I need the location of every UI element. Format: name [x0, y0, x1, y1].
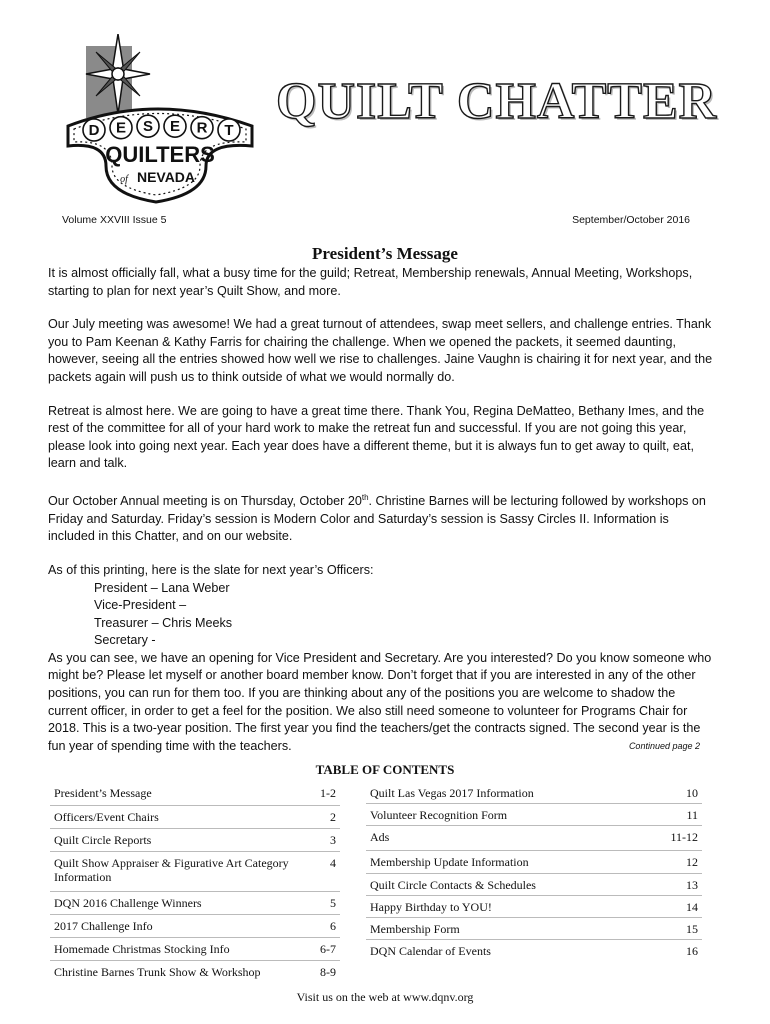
- logo-letter: D: [88, 122, 100, 139]
- ordinal-suffix: th: [361, 492, 369, 502]
- toc-entry-page: 5: [330, 896, 336, 910]
- volume-issue: Volume XXVIII Issue 5: [62, 214, 167, 226]
- paragraph: It is almost officially fall, what a busy time for the guild; Retreat, Membership renewals, Annual Meeting, Workshops, starting to plan for next year’s Quilt Show, and more.: [48, 266, 693, 298]
- toc-row: [366, 782, 702, 804]
- logo-letter: T: [224, 122, 234, 139]
- toc-row: [366, 918, 702, 940]
- toc-row: [50, 852, 340, 892]
- toc-right-column: [366, 782, 702, 962]
- toc-left-column: [50, 782, 340, 984]
- toc-entry-title: DQN 2016 Challenge Winners: [54, 896, 202, 910]
- officer-slate: [48, 580, 716, 650]
- desert-quilters-logo: [56, 34, 266, 204]
- toc-row: [50, 938, 340, 961]
- toc-row: [366, 851, 702, 874]
- toc-entry-page: 13: [686, 878, 698, 892]
- paragraph-part: . Christine Barnes will be lecturing followed by workshops on Friday and Saturday. Friday’s session is Modern Color and Saturday’s session is Sassy Circles II. Information is included in this Chatter, and on our website.: [48, 494, 706, 544]
- toc-entry-title: Membership Update Information: [370, 855, 529, 869]
- toc-entry-title: Quilt Las Vegas 2017 Information: [370, 786, 534, 800]
- toc-entry-title: Volunteer Recognition Form: [370, 808, 508, 822]
- toc-entry-title: Membership Form: [370, 922, 460, 936]
- toc-entry-title: President’s Message: [54, 786, 152, 800]
- paragraph: As of this printing, here is the slate for next year’s Officers:: [48, 562, 374, 577]
- logo-letter: S: [142, 118, 154, 136]
- paragraph-part: As you can see, we have an opening for Vice President and Secretary. Are you interested? Do you know someone who might be? Please let myself or another board member know. Don’t forget that if you are interested in any of the other positions, you can run for them too. If you are thinking about any of the positions you are welcome to shadow the current officer, in order to get a feel for the position. We also still need someone to volunteer for Programs Chair for 2018. This is a two-year position. The first year you find the teachers/get the contracts signed. The second year is the fun year of spending time with the teachers.: [48, 650, 712, 753]
- toc-entry-title: Ads: [370, 830, 390, 844]
- officer-item: President – Lana Weber: [94, 580, 230, 595]
- toc-row: [50, 806, 340, 829]
- website-footer: Visit us on the web at www.dqnv.org: [296, 990, 474, 1004]
- logo-letter: E: [169, 118, 181, 136]
- toc-row: [50, 782, 340, 806]
- continued-note: Continued page 2: [628, 740, 700, 751]
- paragraph-part: Our October Annual meeting is on Thursday, October 20: [48, 494, 362, 509]
- logo-letter: R: [196, 119, 208, 137]
- toc-heading: TABLE OF CONTENTS: [315, 762, 455, 777]
- presidents-message-body: [48, 265, 716, 755]
- paragraph: Our July meeting was awesome! We had a great turnout of attendees, swap meet sellers, and challenge entries. Thank you to Pam Keenan & Kathy Farris for chairing the challenge. When we opened the packets, it seemed daunting, however, seeing all the entries showed how well we rise to challenges. Jaine Vaughn is chairing it for next year, and the packets again will push us to think outside of what we would normally do.: [48, 317, 713, 384]
- toc-row: [366, 826, 702, 851]
- toc-row: [50, 892, 340, 915]
- toc-entry-page: 2: [330, 810, 336, 824]
- presidents-message-heading: President’s Message: [312, 244, 458, 263]
- toc-row: [366, 874, 702, 896]
- toc-entry-title: Officers/Event Chairs: [54, 810, 159, 824]
- logo-quilters: QUILTERS: [105, 142, 215, 167]
- toc-entry-title: Happy Birthday to YOU!: [370, 900, 492, 914]
- logo-letter: E: [115, 119, 127, 137]
- officer-item: Secretary -: [94, 633, 156, 648]
- logo-of: of: [120, 174, 128, 185]
- paragraph: Retreat is almost here. We are going to have a great time there. Thank You, Regina DeMatteo, Bethany Imes, and the rest of the committee for all of your hard work to make the retreat fun and successful. If you are not going this year, please look into going next year. Each year does have a different theme, but it is always fun to get away to quilt, eat, learn and talk.: [48, 403, 705, 471]
- toc-entry-page: 8-9: [320, 965, 336, 979]
- toc-entry-page: 16: [686, 944, 698, 958]
- newsletter-title: QUILT CHATTER: [276, 73, 718, 130]
- toc-entry-page: 4: [330, 856, 336, 870]
- toc-row: [366, 940, 702, 962]
- toc-row: [366, 896, 702, 918]
- toc-entry-page: 6-7: [320, 942, 336, 956]
- officer-item: Vice-President –: [94, 598, 187, 613]
- paragraph: [48, 650, 716, 756]
- toc-entry-page: 6: [330, 919, 336, 933]
- logo-nevada: NEVADA: [136, 169, 196, 185]
- issue-date: September/October 2016: [572, 214, 690, 226]
- toc-entry-page: 14: [686, 900, 698, 914]
- toc-entry-title: Quilt Circle Reports: [54, 833, 152, 847]
- toc-row: [50, 915, 340, 938]
- toc-row: [50, 829, 340, 852]
- toc-entry-title: Christine Barnes Trunk Show & Workshop: [54, 965, 261, 979]
- toc-entry-title: 2017 Challenge Info: [54, 919, 153, 933]
- toc-entry-page: 3: [330, 833, 336, 847]
- toc-entry-page: 11: [686, 808, 698, 822]
- toc-entry-title: Quilt Show Appraiser & Figurative Art Category Information: [54, 856, 289, 884]
- officer-item: Treasurer – Chris Meeks: [94, 615, 233, 630]
- toc-entry-title: DQN Calendar of Events: [370, 944, 491, 958]
- toc-entry-page: 11-12: [670, 830, 698, 844]
- toc-entry-title: Homemade Christmas Stocking Info: [54, 942, 230, 956]
- toc-entry-page: 15: [686, 922, 698, 936]
- toc-entry-title: Quilt Circle Contacts & Schedules: [370, 878, 536, 892]
- toc-entry-page: 12: [686, 855, 698, 869]
- toc-row: [366, 804, 702, 826]
- toc-entry-page: 10: [686, 786, 698, 800]
- paragraph: [48, 489, 716, 546]
- toc-entry-page: 1-2: [320, 786, 336, 800]
- toc-row: [50, 961, 340, 984]
